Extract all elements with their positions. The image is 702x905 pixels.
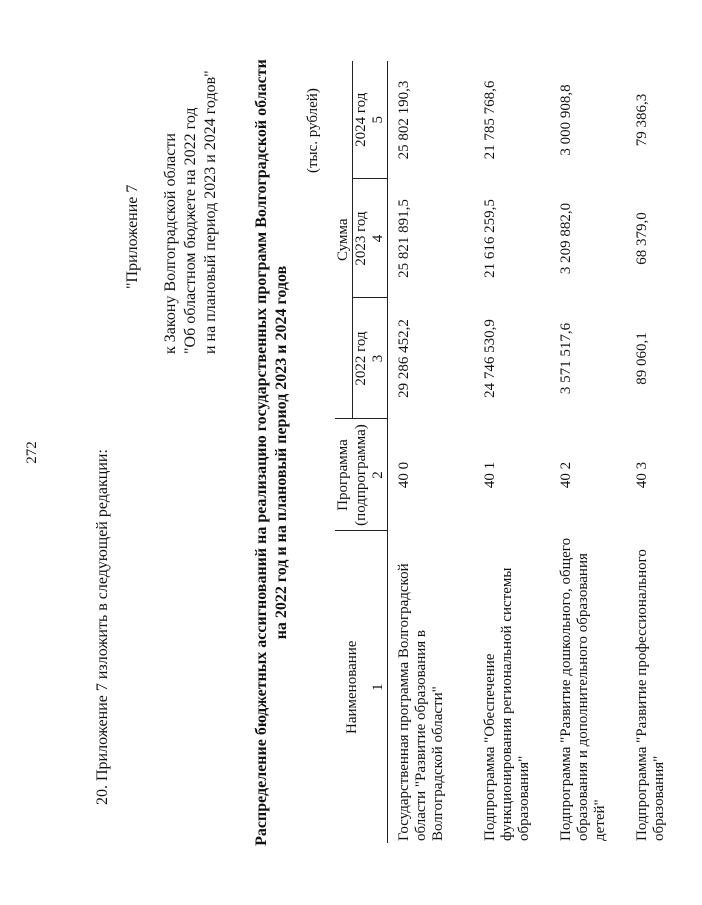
amount-2024: 25 802 190,3 <box>396 80 412 160</box>
program-name: Подпрограмма "Обеспечение функционирования региональной системы образования" <box>482 567 532 841</box>
header-year-2022: 2022 год <box>353 298 371 419</box>
amount-2023: 21 616 259,5 <box>482 199 498 278</box>
budget-table <box>335 61 702 843</box>
program-name: Подпрограмма "Развитие профессионального образования" <box>634 549 667 841</box>
program-code: 40 0 <box>396 461 412 489</box>
amount-2022: 3 571 517,6 <box>558 322 574 395</box>
program-name: Государственная программа Волгоградской области "Развитие образования в Волгоградской области" <box>396 563 446 841</box>
program-code: 40 1 <box>482 461 498 489</box>
amount-2022: 29 286 452,2 <box>396 319 412 398</box>
column-numbers-row <box>370 61 388 843</box>
table-row <box>550 61 626 843</box>
table-row <box>474 61 550 843</box>
appendix-law-line: и на плановый период 2023 и 2024 годов" <box>202 70 219 354</box>
units-label: (тыс. рублей) <box>305 88 321 173</box>
amount-2024: 3 000 908,8 <box>558 84 574 156</box>
table-title-line: Распределение бюджетных ассигнований на реализацию государственных программ Волгоградской области <box>253 59 270 846</box>
page-number: 272 <box>24 441 40 464</box>
amount-2024: 79 386,3 <box>634 93 650 147</box>
header-sum: Сумма <box>335 61 353 419</box>
table-row <box>626 61 702 843</box>
program-name: Подпрограмма "Развитие дошкольного, общего образования и дополнительного образования детей" <box>558 537 608 841</box>
table-title <box>252 0 292 905</box>
table-header-row <box>335 61 353 843</box>
header-year-2023: 2023 год <box>353 179 371 298</box>
amount-2023: 68 379,0 <box>634 212 650 265</box>
intro-text: 20. Приложение 7 изложить в следующей редакции: <box>94 449 111 805</box>
column-number: 2 <box>370 419 388 531</box>
table-row <box>388 61 475 843</box>
appendix-law-line: "Об областном бюджете на 2022 год <box>182 107 199 354</box>
header-name: Наименование <box>344 640 360 734</box>
column-number: 4 <box>370 179 388 298</box>
program-code: 40 2 <box>558 461 574 489</box>
amount-2023: 25 821 891,5 <box>396 199 412 278</box>
amount-2022: 89 060,1 <box>634 332 650 385</box>
appendix-title: "Приложение 7 <box>124 184 141 289</box>
header-program: Программа <box>335 419 353 531</box>
header-year-2024: 2024 год <box>353 61 371 179</box>
appendix-law-line: к Закону Волгоградской области <box>162 133 179 354</box>
program-code: 40 3 <box>634 461 650 489</box>
table-title-line: на 2022 год и на плановый период 2023 и 2024 годов <box>273 265 290 640</box>
column-number: 3 <box>370 298 388 419</box>
amount-2023: 3 209 882,0 <box>558 202 574 275</box>
appendix-law-reference <box>161 70 221 354</box>
column-number: 5 <box>370 61 388 179</box>
amount-2022: 24 746 530,9 <box>482 319 498 398</box>
column-number: 1 <box>370 531 388 843</box>
amount-2024: 21 785 768,6 <box>482 80 498 160</box>
header-subprogram: (подпрограмма) <box>353 419 371 531</box>
